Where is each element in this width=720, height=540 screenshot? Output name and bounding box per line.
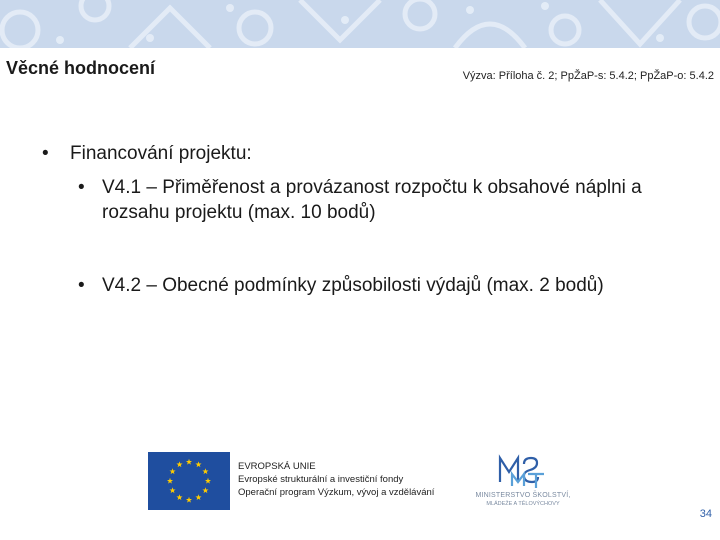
eu-logo-line: EVROPSKÁ UNIE <box>238 461 316 472</box>
eu-star-icon <box>170 487 176 493</box>
eu-star-icon <box>176 494 182 500</box>
page-number: 34 <box>699 508 712 520</box>
bullet-text: V4.1 – Přiměřenost a provázanost rozpočtu k obsahové náplni a rozsahu projektu (max. 10 bodů) <box>102 177 642 223</box>
eu-star-icon <box>186 459 192 465</box>
eu-logo-line: Evropské strukturální a investiční fondy <box>238 474 404 485</box>
header-banner <box>0 0 720 48</box>
footer-logos <box>148 452 578 514</box>
bullet-financing <box>42 141 682 166</box>
eu-star-icon <box>202 468 208 474</box>
call-reference: Výzva: Příloha č. 2; PpŽaP-s: 5.4.2; PpŽaP-o: 5.4.2 <box>462 70 714 82</box>
bullet-dot: • <box>78 177 85 198</box>
eu-star-icon <box>167 478 173 484</box>
eu-star-icon <box>176 461 182 467</box>
msmt-mark-icon <box>468 452 578 492</box>
bullet-text: V4.2 – Obecné podmínky způsobilosti výdajů (max. 2 bodů) <box>102 275 604 296</box>
decorative-pattern <box>0 0 720 48</box>
slide-title: Věcné hodnocení <box>6 58 156 78</box>
eu-star-icon <box>205 478 211 484</box>
eu-logo-text <box>238 460 434 499</box>
eu-flag-icon <box>148 452 230 510</box>
msmt-logo <box>468 452 578 512</box>
msmt-logo-line: MINISTERSTVO ŠKOLSTVÍ, <box>475 492 571 499</box>
eu-star-icon <box>186 497 192 503</box>
sub-bullet-v41 <box>78 175 688 225</box>
bullet-dot: • <box>42 143 49 164</box>
msmt-logo-line: MLÁDEŽE A TĚLOVÝCHOVY <box>486 501 560 507</box>
eu-star-icon <box>195 494 201 500</box>
sub-bullet-v42 <box>78 273 688 298</box>
bullet-text: Financování projektu: <box>70 143 252 164</box>
eu-logo-line: Operační program Výzkum, vývoj a vzdělávání <box>238 487 435 498</box>
eu-star-icon <box>195 461 201 467</box>
bullet-dot: • <box>78 275 85 296</box>
eu-star-icon <box>202 487 208 493</box>
eu-star-icon <box>170 468 176 474</box>
